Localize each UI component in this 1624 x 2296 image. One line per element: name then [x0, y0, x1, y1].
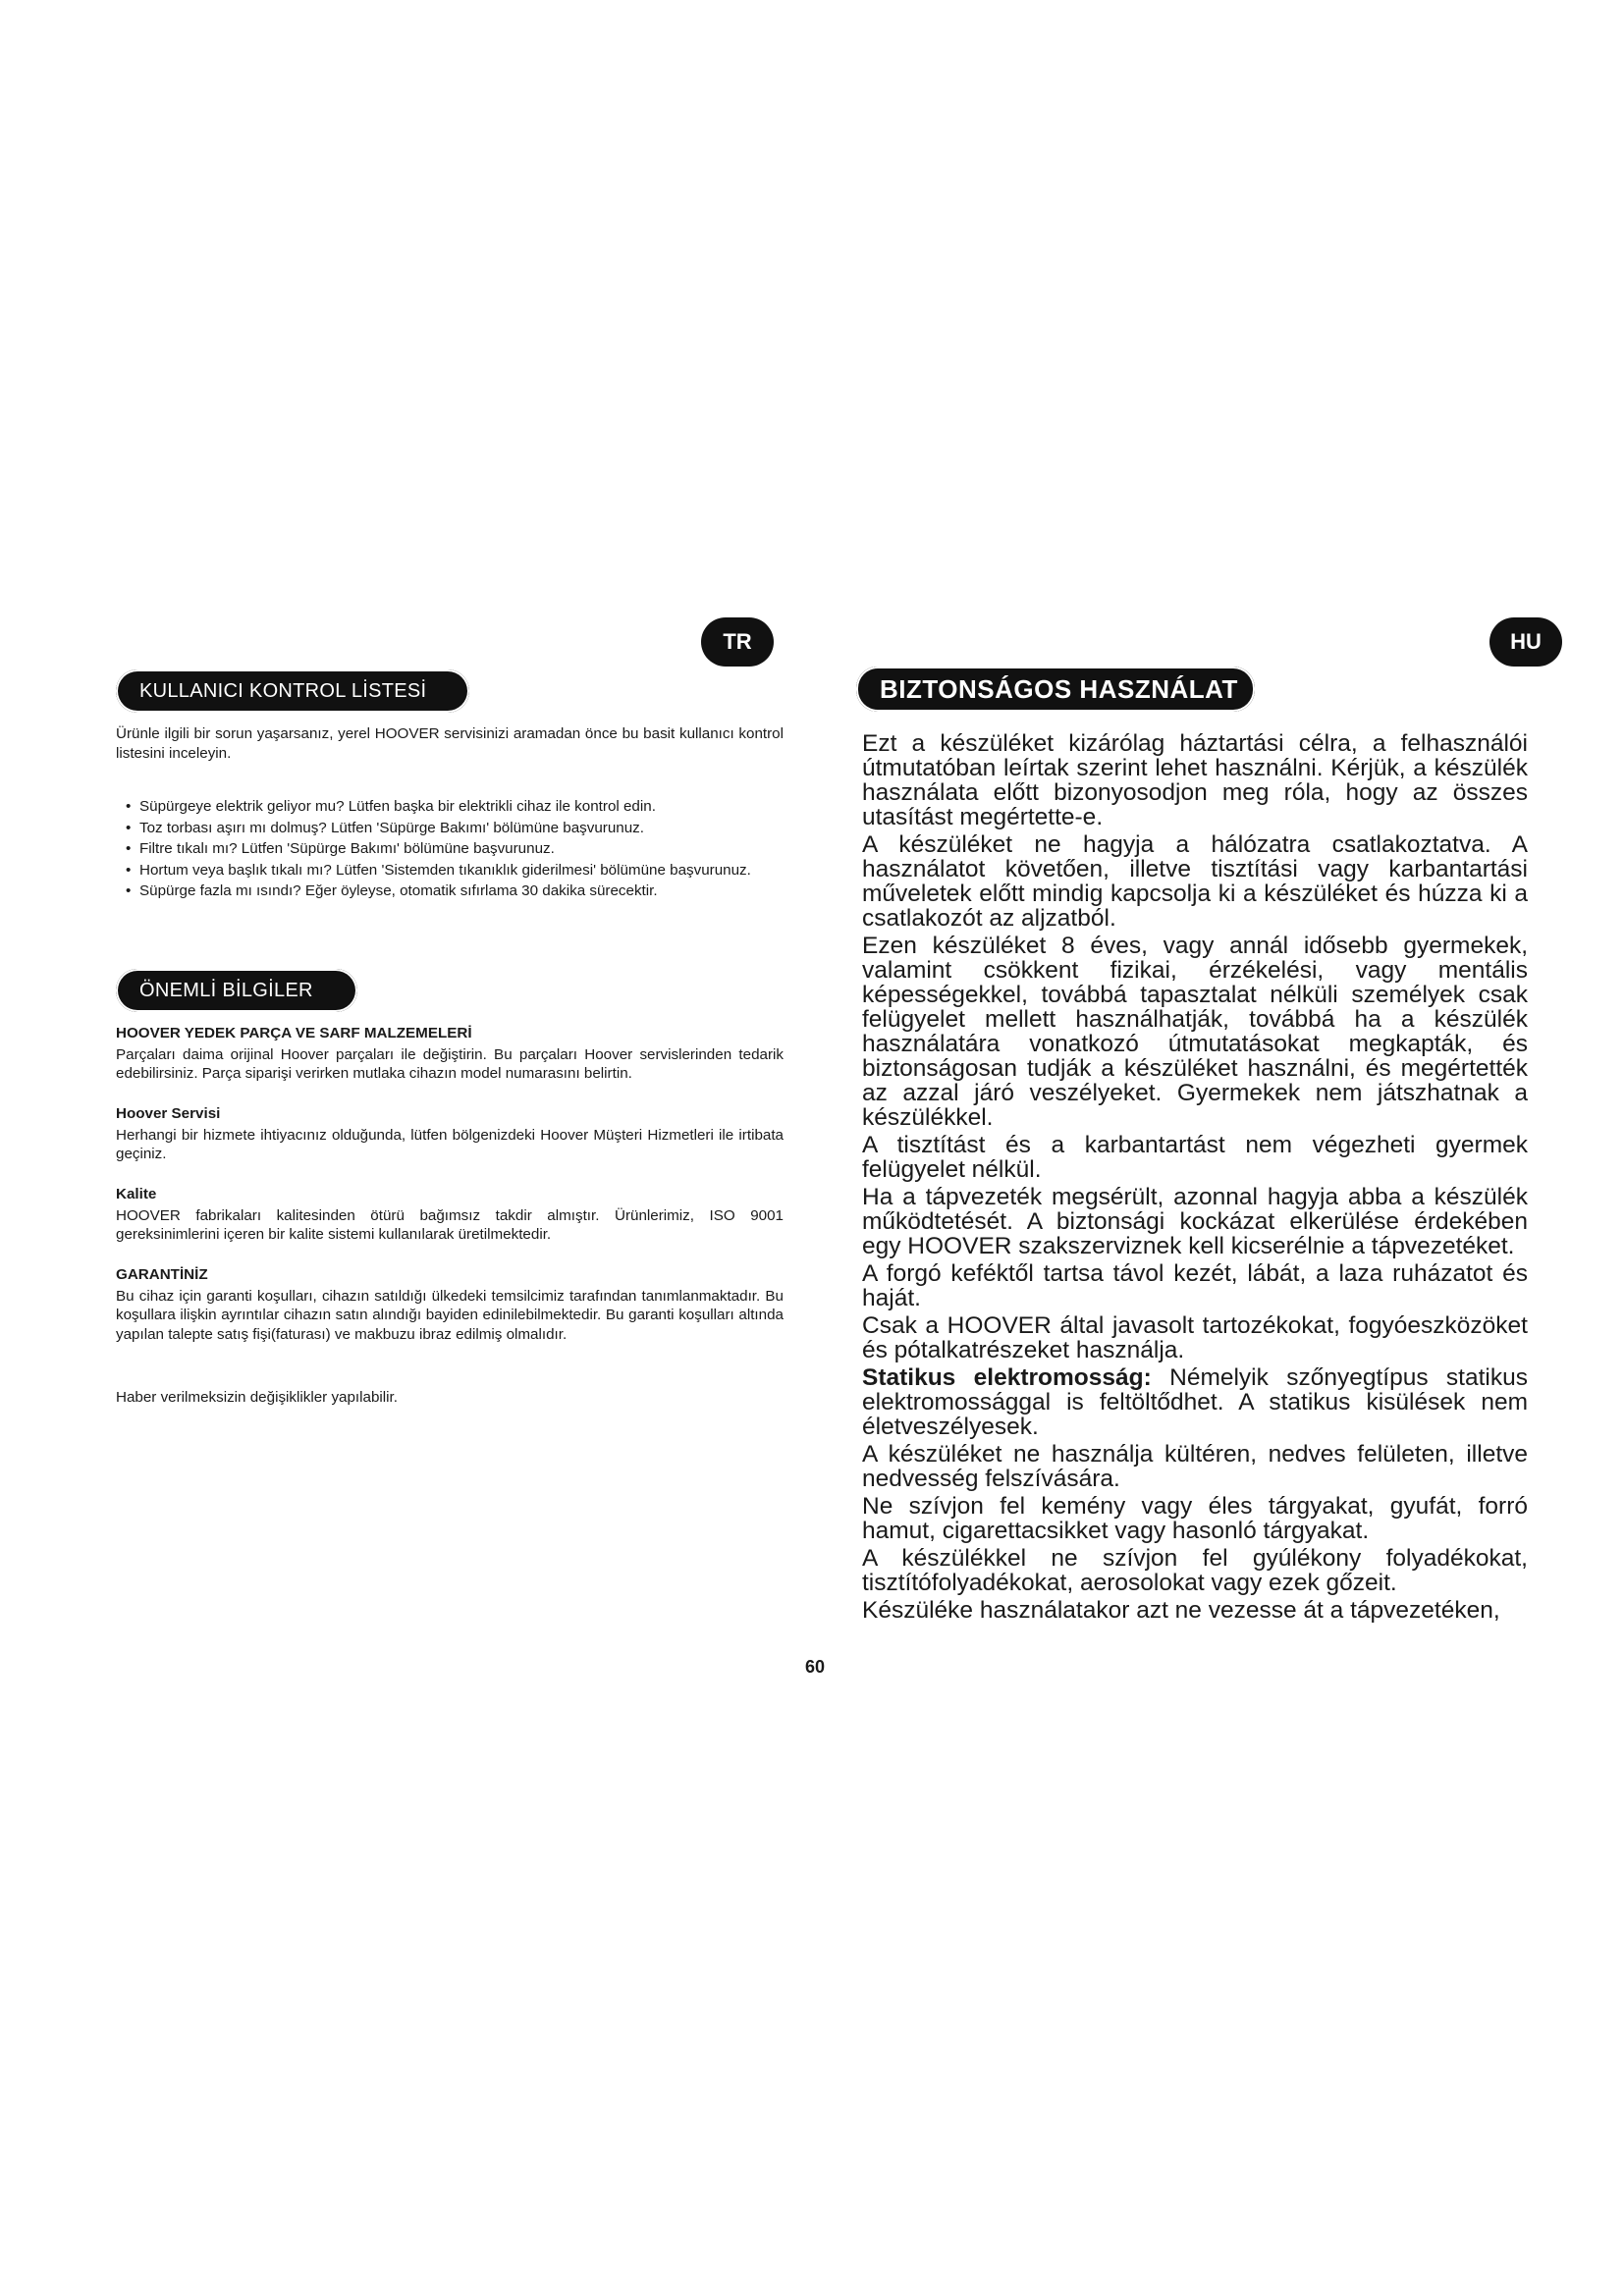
- list-item: • Filtre tıkalı mı? Lütfen 'Süpürge Bakımı' bölümüne başvurunuz.: [116, 839, 788, 859]
- section-title: HOOVER YEDEK PARÇA VE SARF MALZEMELERİ: [116, 1025, 472, 1041]
- checklist-list: [116, 797, 788, 903]
- section-title: GARANTİNİZ: [116, 1266, 208, 1283]
- static-electricity-paragraph: [862, 1365, 1528, 1439]
- list-item: • Toz torbası aşırı mı dolmuş? Lütfen 'Süpürge Bakımı' bölümüne başvurunuz.: [116, 819, 788, 838]
- language-badge-hu: HU: [1489, 617, 1562, 667]
- safety-paragraph: Csak a HOOVER által javasolt tartozékokat, fogyóeszközöket és pótalkatrészeket használja.: [862, 1312, 1528, 1363]
- info-section-spare-parts: [116, 1024, 784, 1084]
- safety-paragraph: Ezen készüléket 8 éves, vagy annál idősebb gyermekek, valamint csökkent fizikai, érzékelési, vagy mentális képességekkel, továbbá tapasztalat nélküli személyek csak felügyelet mellett használhatják, továbbá ha a készülék használatára vonatkozó útmutatásokat megkapták, és biztonságosan tudják a készüléket használni, és megértették az azzal járó veszélyeket. Gyermekek nem játszhatnak a készülékkel.: [862, 933, 1528, 1131]
- safety-paragraph: A készülékkel ne szívjon fel gyúlékony folyadékokat, tisztítófolyadékokat, aerosolokat vagy ezek gőzeit.: [862, 1545, 1528, 1596]
- safety-heading: BIZTONSÁGOS HASZNÁLAT: [856, 667, 1255, 712]
- safety-paragraph: A készüléket ne hagyja a hálózatra csatlakoztatva. A használatot követően, illetve tisztítási vagy karbantartási műveletek előtt mindig kapcsolja ki a készüléket és húzza ki a csatlakozót az aljzatból.: [862, 831, 1528, 932]
- checklist-heading: KULLANICI KONTROL LİSTESİ: [116, 669, 469, 713]
- list-item: • Süpürge fazla mı ısındı? Eğer öyleyse, otomatik sıfırlama 30 dakika sürecektir.: [116, 881, 788, 901]
- section-text: Bu cihaz için garanti koşulları, cihazın satıldığı ülkedeki temsilcimiz tarafından tanımlanmaktadır. Bu koşullara ilişkin ayrıntılar cihazın satın alındığı bayiden edinilebilmektedir. Bu garanti koşulları altında yapılan talepte satış fişi(faturası) ve makbuzu ibraz edilmiş olmalıdır.: [116, 1287, 784, 1343]
- important-info-heading: ÖNEMLİ BİLGİLER: [116, 969, 357, 1012]
- footer-note-block: [116, 1388, 784, 1408]
- static-electricity-label: Statikus elektromosság:: [862, 1364, 1152, 1391]
- section-title: Kalite: [116, 1186, 157, 1202]
- safety-paragraph: Ezt a készüléket kizárólag háztartási célra, a felhasználói útmutatóban leírtak szerint lehet használni. Kérjük, a készülék használata előtt bizonyosodjon meg róla, hogy az összes utasítást megértette-e.: [862, 730, 1528, 830]
- info-section-quality: [116, 1185, 784, 1245]
- safety-paragraph: A forgó keféktől tartsa távol kezét, lábát, a laza ruházatot és haját.: [862, 1260, 1528, 1311]
- checklist-intro-block: [116, 724, 784, 763]
- safety-paragraph: Ha a tápvezeték megsérült, azonnal hagyja abba a készülék működtetését. A biztonsági kockázat elkerülése érdekében egy HOOVER szakszerviznek kell kicserélnie a tápvezetéket.: [862, 1184, 1528, 1259]
- static-electricity-text: Némelyik szőnyegtípus statikus elektromossággal is feltöltődhet. A statikus kisülések nem életveszélyesek.: [862, 1364, 1528, 1440]
- safety-paragraph: A készüléket ne használja kültéren, nedves felületen, illetve nedvesség felszívására.: [862, 1441, 1528, 1492]
- list-item: • Hortum veya başlık tıkalı mı? Lütfen 'Sistemden tıkanıklık giderilmesi' bölümüne başvurunuz.: [116, 861, 788, 881]
- language-badge-tr: TR: [701, 617, 774, 667]
- list-item: • Süpürgeye elektrik geliyor mu? Lütfen başka bir elektrikli cihaz ile kontrol edin.: [116, 797, 788, 817]
- section-text: Parçaları daima orijinal Hoover parçaları ile değiştirin. Bu parçaları Hoover servislerinden tedarik edebilirsiniz. Parça siparişi verirken mutlaka cihazın model numarasını belirtin.: [116, 1045, 784, 1082]
- page-number: 60: [805, 1657, 826, 1677]
- safety-text-block: [862, 731, 1528, 1626]
- footer-note: Haber verilmeksizin değişiklikler yapılabilir.: [116, 1389, 398, 1406]
- section-title: Hoover Servisi: [116, 1105, 221, 1122]
- checklist-intro: Ürünle ilgili bir sorun yaşarsanız, yerel HOOVER servisinizi aramadan önce bu basit kullanıcı kontrol listesini inceleyin.: [116, 725, 784, 762]
- safety-paragraph: Készüléke használatakor azt ne vezesse át a tápvezetéken,: [862, 1597, 1500, 1624]
- section-text: HOOVER fabrikaları kalitesinden ötürü bağımsız takdir almıştır. Ürünlerimiz, ISO 9001 gereksinimlerini içeren bir kalite sistemi kullanılarak üretilmektedir.: [116, 1206, 784, 1243]
- info-section-warranty: [116, 1265, 784, 1344]
- section-text: Herhangi bir hizmete ihtiyacınız olduğunda, lütfen bölgenizdeki Hoover Müşteri Hizmetleri ile irtibata geçiniz.: [116, 1126, 784, 1162]
- safety-paragraph: Ne szívjon fel kemény vagy éles tárgyakat, gyufát, forró hamut, cigarettacsikket vagy hasonló tárgyakat.: [862, 1493, 1528, 1544]
- info-section-service: [116, 1104, 784, 1164]
- safety-paragraph: A tisztítást és a karbantartást nem végezheti gyermek felügyelet nélkül.: [862, 1132, 1528, 1183]
